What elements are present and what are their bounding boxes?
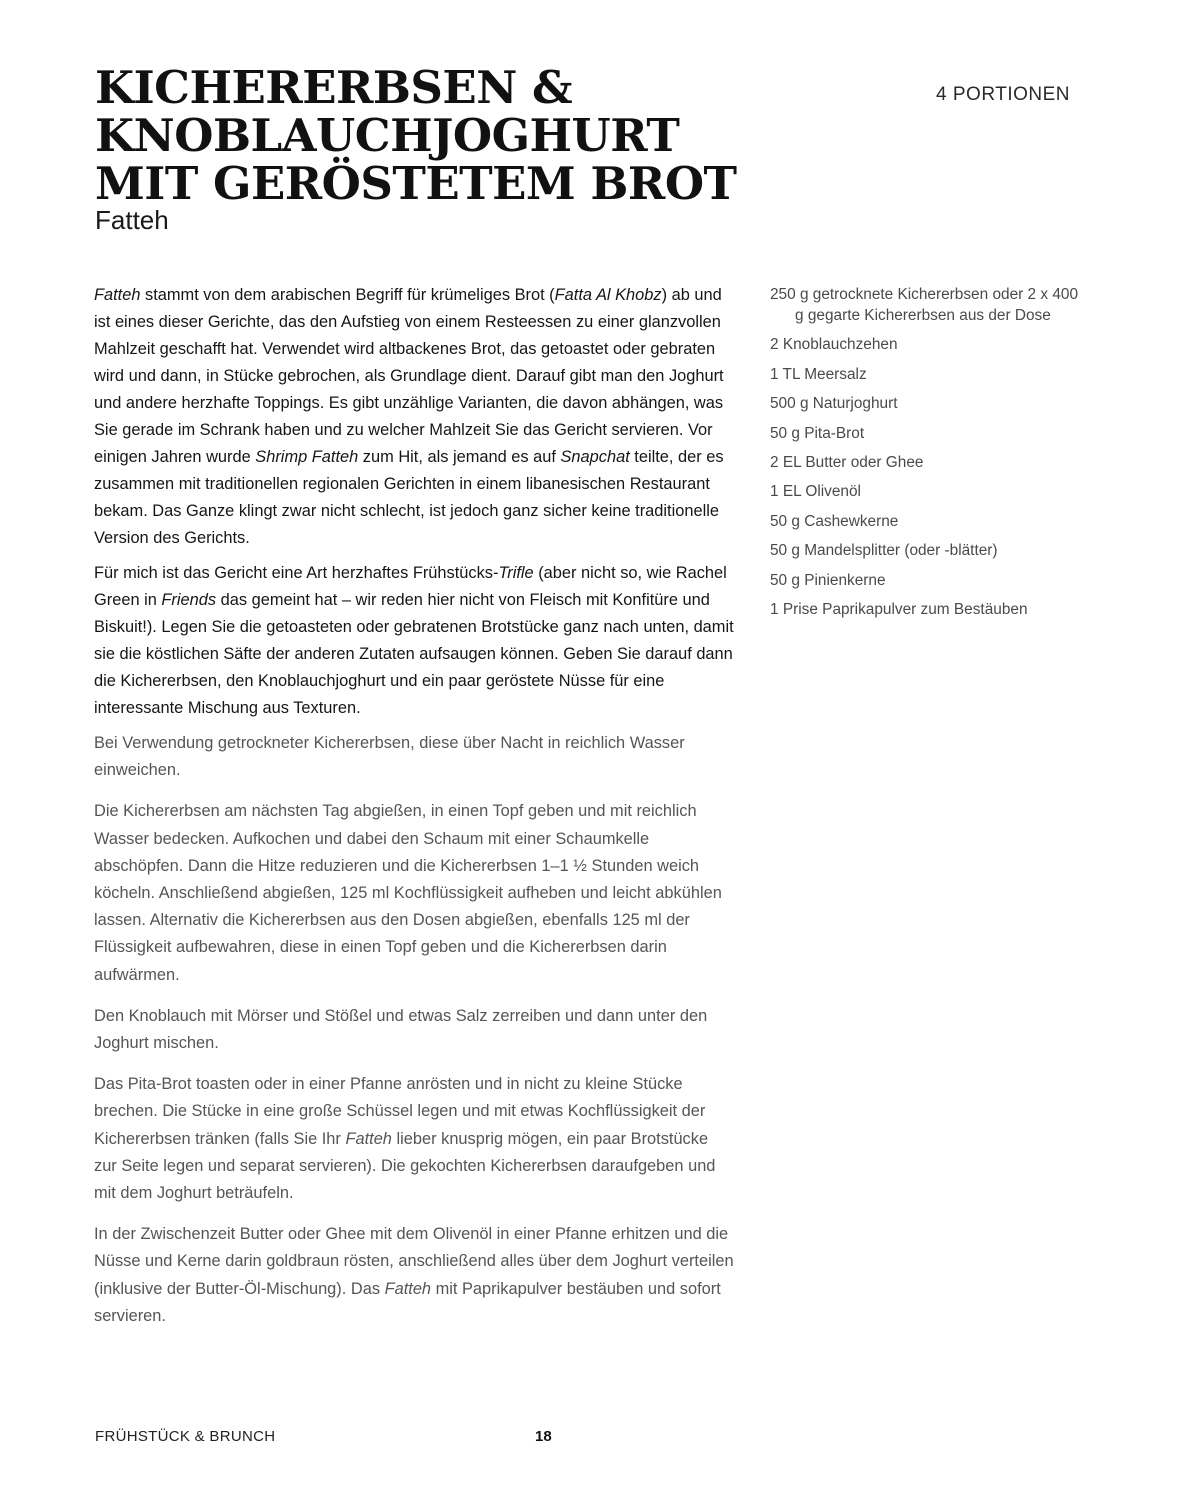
intro-text: stammt von dem arabischen Begriff für krümeliges Brot ( — [140, 286, 555, 304]
intro-emphasis: Trifle — [498, 564, 534, 582]
page-number: 18 — [535, 1428, 552, 1445]
method-step-3: Den Knoblauch mit Mörser und Stößel und etwas Salz zerreiben und dann unter den Joghurt mischen. — [94, 1006, 708, 1053]
method-step-4 — [94, 1071, 734, 1207]
intro-text: zum Hit, als jemand es auf — [358, 448, 561, 466]
intro-emphasis: Friends — [161, 591, 217, 609]
method-emphasis: Fatteh — [384, 1279, 432, 1298]
method-section — [94, 730, 734, 1330]
intro-text: ) ab und ist eines dieser Gerichte, das den Aufstieg von einem Resteessen zu einer glanzvollen Mahlzeit geschafft hat. Verwendet wird altbackenes Brot, das getoastet oder gebraten wird und dann, in Stücke gebrochen, als Grundlage dient. Darauf gibt man den Joghurt und andere herzhafte Toppings. Es gibt unzählige Varianten, die davon abhängen, was Sie gerade im Schrank haben und zu welcher Mahlzeit Sie das Gericht servieren. Vor einigen Jahren wurde — [94, 286, 724, 466]
recipe-subtitle: Fatteh — [95, 205, 169, 235]
intro-text: teilte, der es zusammen mit traditionellen regionalen Gerichten in einem libanesischen Restaurant bekam. Das Ganze klingt zwar nicht schlecht, ist jedoch ganz sicher keine traditionelle Version des Gerichts. — [94, 448, 724, 547]
method-step-5 — [94, 1221, 734, 1330]
footer-section-label: FRÜHSTÜCK & BRUNCH — [95, 1428, 276, 1445]
intro-text: Für mich ist das Gericht eine Art herzhaftes Frühstücks- — [94, 564, 499, 582]
intro-paragraph-2 — [94, 560, 734, 722]
recipe-title: KICHERERBSEN & KNOBLAUCHJOGHURT MIT GERÖSTETEM BROT — [95, 61, 737, 210]
intro-text: (aber nicht so, wie Rachel Green in — [94, 564, 727, 609]
ingredient-item: 50 g Mandelsplitter (oder -blätter) — [770, 542, 998, 560]
ingredient-item: 250 g getrocknete Kichererbsen oder 2 x 400 g gegarte Kichererbsen aus der Dose — [770, 286, 1079, 324]
method-text: mit Paprikapulver bestäuben und sofort servieren. — [94, 1279, 721, 1325]
method-text: lieber knusprig mögen, ein paar Brotstücke zur Seite legen und separat servieren). Die gekochten Kichererbsen daraufgeben und mit dem Joghurt beträufeln. — [94, 1129, 716, 1203]
method-text: Das Pita-Brot toasten oder in einer Pfanne anrösten und in nicht zu kleine Stücke brechen. Die Stücke in eine große Schüssel legen und mit etwas Kochflüssigkeit der Kichererbsen tränken (falls Sie Ihr — [94, 1075, 706, 1148]
intro-emphasis: Snapchat — [560, 448, 630, 466]
ingredient-item: 1 Prise Paprikapulver zum Bestäuben — [770, 600, 1028, 618]
method-step-2: Die Kichererbsen am nächsten Tag abgießen, in einen Topf geben und mit reichlich Wasser bedecken. Aufkochen und dabei den Schaum mit einer Schaumkelle abschöpfen. Dann die Hitze reduzieren und die Kichererbsen 1–1 ½ Stunden weich köcheln. Anschließend abgießen, 125 ml Kochflüssigkeit aufheben und leicht abkühlen lassen. Alternativ die Kichererbsen aus den Dosen abgießen, ebenfalls 125 ml der Flüssigkeit aufbewahren, diese in einen Topf geben und die Kichererbsen darin aufwärmen. — [94, 802, 722, 984]
main-text-column — [94, 282, 734, 1344]
ingredient-item: 50 g Pinienkerne — [770, 571, 886, 589]
intro-section — [94, 282, 734, 722]
intro-emphasis: Fatteh — [94, 286, 141, 304]
method-step-1: Bei Verwendung getrockneter Kichererbsen, diese über Nacht in reichlich Wasser einweichen. — [94, 734, 685, 780]
ingredient-list — [770, 284, 1080, 628]
ingredient-item: 500 g Naturjoghurt — [770, 395, 898, 413]
ingredient-item: 2 Knoblauchzehen — [770, 336, 898, 354]
ingredient-item: 1 EL Olivenöl — [770, 483, 861, 501]
ingredient-item: 50 g Pita-Brot — [770, 424, 865, 442]
portions-label: 4 PORTIONEN — [936, 84, 1070, 105]
ingredient-item: 50 g Cashewkerne — [770, 512, 899, 530]
intro-paragraph-1 — [94, 282, 734, 552]
ingredient-item: 1 TL Meersalz — [770, 365, 867, 383]
method-emphasis: Fatteh — [345, 1129, 392, 1148]
method-text: In der Zwischenzeit Butter oder Ghee mit dem Olivenöl in einer Pfanne erhitzen und die Nüsse und Kerne darin goldbraun rösten, anschließend alles über dem Joghurt verteilen (inklusive der Butter-Öl-Mischung). Das — [94, 1225, 734, 1298]
intro-text: das gemeint hat – wir reden hier nicht von Fleisch mit Konfitüre und Biskuit!). Legen Sie die getoasteten oder gebratenen Brotstücke ganz nach unten, damit sie die köstlichen Säfte der anderen Zutaten aufsaugen können. Geben Sie darauf dann die Kichererbsen, den Knoblauchjoghurt und ein paar geröstete Nüsse für eine interessante Mischung aus Texturen. — [94, 591, 734, 717]
ingredient-item: 2 EL Butter oder Ghee — [770, 453, 924, 471]
intro-emphasis: Shrimp Fatteh — [255, 448, 359, 466]
intro-emphasis: Fatta Al Khobz — [554, 286, 662, 304]
